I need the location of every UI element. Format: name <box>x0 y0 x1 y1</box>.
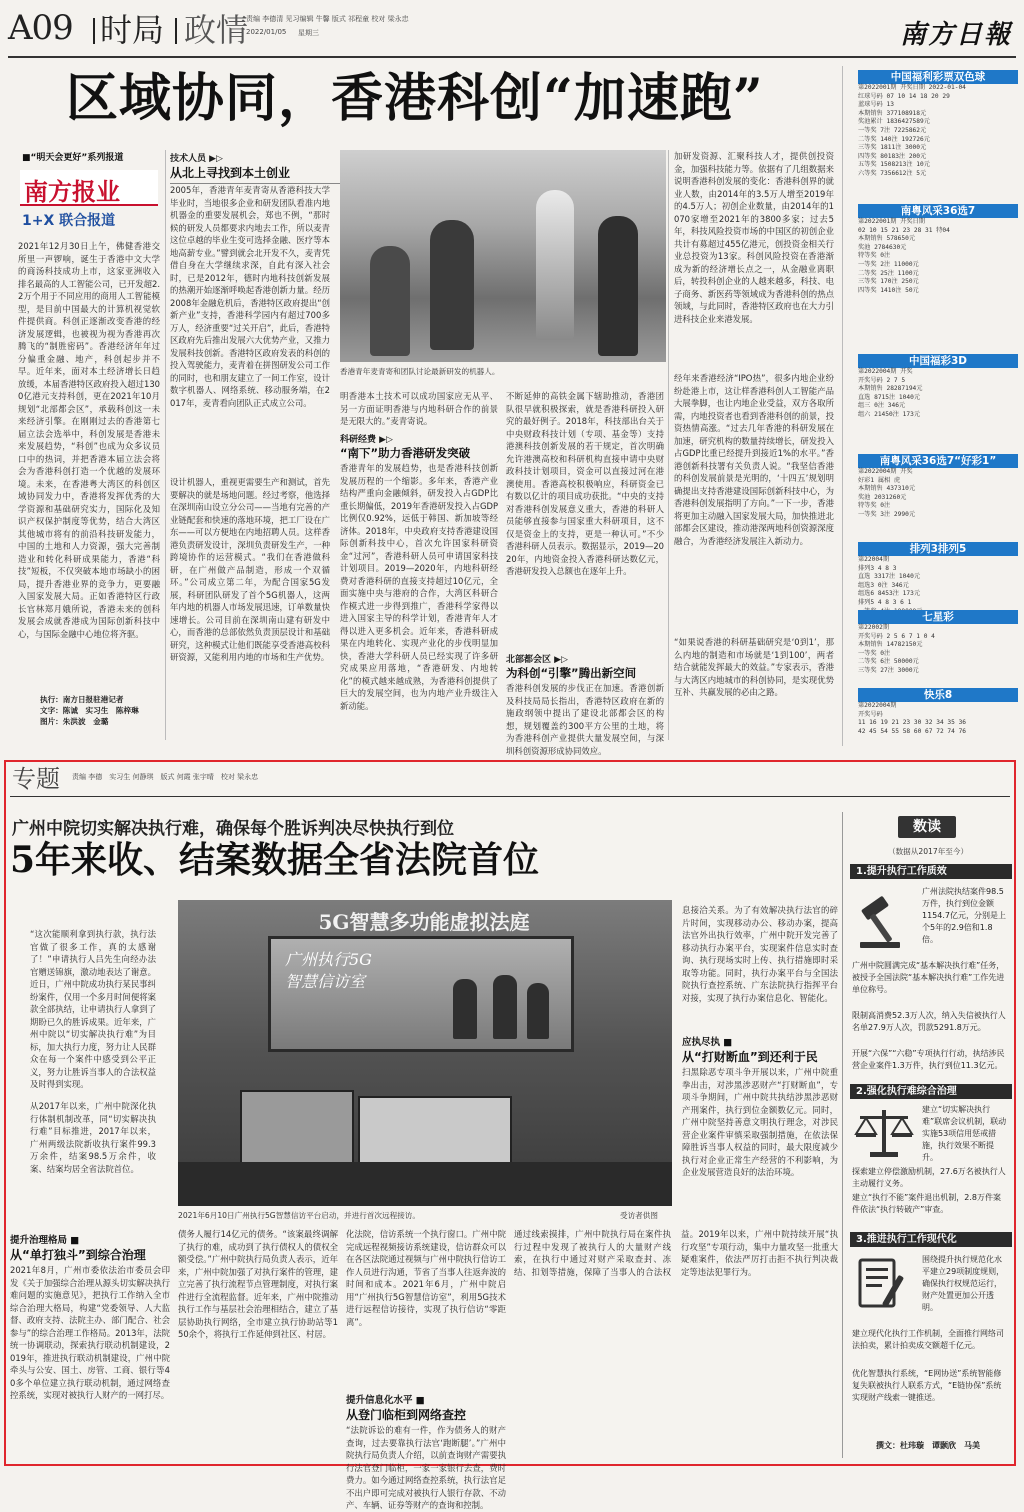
feature-staff: 责编 李德 实习生 何静琪 版式 何霞 张宇晴 校对 梁永忠 <box>72 773 259 781</box>
lottery-title: 南粤风采36选7 <box>858 204 1018 218</box>
column-rule <box>842 66 843 746</box>
lead-column: 2021年12月30日上午，佛健香港交所里一声锣响，诞生于香港中文大学的商汤科技成功上市，这家亚洲收入排名最高的人工智能公司，已开发超2.2万个用于不同应用的商用人工智能模型，是目前中国最大的计算机视觉软件提供商。科创正逐渐改变香港的经济发展逻辑，也被视为视为香港再次腾飞的“制胜密码”。香港经济年年过分偏重金融、地产，科创起步并不早。近年来，面对本土经济增长日趋放缓，本届香港特区政府投入超过1300亿港元支持科创，更在2021年10月规划“北部都会区”，承载科创这一未来经济引擎。在刚刚过去的香港第七届立法会选举中，科创发展是香港未来发展趋势，“科创”也成为众多议员口中的热词，并把香港本届立法会将会为香港科创打造一个优越的发展环境。未来，在香港粤大湾区的科创区域协同发力中，香港将发挥优秀的大学资源和基础研究实力，国际化及知识产权保护制度等优势，结合大湾区其他城市将有的前沿科技研发能力，中国的土地和人力资源，强大完善制造业和转化科研成果能力，香港“科技”短板，不仅突破本地市场缺小的困局，提升香港业界的竞争力，更要融入国家发展大局。正如香港特区行政长官林郑月娥所说，香港未来的创科发展会成就香港成为国际创新科技中心，与国际金融中心地位将齐驱。 <box>18 241 160 639</box>
person-figure <box>430 220 474 350</box>
data-box <box>846 812 1012 1460</box>
col4-title: 为科创“引擎”腾出新空间 <box>506 666 637 680</box>
top-headline: 区域协同，香港科创“加速跑” <box>66 68 764 129</box>
feature-lead-continued: 从2017年以来，广州中院深化执行体制机制改革，同“切实解决执行难”目标推进，2017年以来，广州两级法院新收执行案件99.3万余件，结案98.5万余件，收案、结案均居全省法院首位。 <box>30 1101 156 1174</box>
data-section-bar: 1.提升执行工作质效 <box>850 864 1012 879</box>
masthead <box>0 0 1024 60</box>
gavel-icon <box>852 888 916 952</box>
masthead-staff: 责编 李德清 见习编辑 牛馨 版式 祁程童 校对 梁永忠 <box>246 15 409 23</box>
masthead-divider <box>93 18 95 44</box>
section-name: 时局 <box>100 11 165 49</box>
feature-top-rule <box>10 796 1010 797</box>
subsection-name: 政情 <box>184 11 249 49</box>
lottery-block <box>858 454 1018 538</box>
person-figure <box>453 979 477 1039</box>
lottery-block <box>858 354 1018 452</box>
lottery-results: 第22004期 排列3 4 8 3 直选 3317注 1040元 组选3 0注 346元 组选6 8453注 173元 排列5 4 8 3 6 1 <box>858 556 921 606</box>
photo-caption: 香港青年麦青寄和团队讨论最新研发的机器人。 <box>340 367 500 376</box>
lottery-title: 中国福彩3D <box>858 354 1018 368</box>
sub1-kicker: 提升治理格局 ■ <box>10 1235 80 1246</box>
col2-body: 2005年，香港青年麦青寄从香港科技大学毕业时，当地很多企业和研发团队看准内地机器金的重要发展机会，郑也不例，“那时候的研发人员都要求内地去工作，所以麦青这位卓越的毕业生变可选择金融、医疗等本地高薪专业。”譬到就会北开发不久，麦青凭借自身在大学继续求深，自此有深入社会时，已是2012年，德时内地科技创新发展的热潮开始逐渐呼唤起香港创新力量。经历2008年金融危机后，香港特区政府提出“创新产业”支持，香港科学园内有超过700多万人，经济重要“过关开启”，此后，香港特区政府先后推出发展六大优势产业，又推力发展科技创新。香港特区政府发表的科创的投入驾驶能力，麦青着在拼图研发公司工作的同时，也和朋友建立了一间工作室，设计数字机器人、网络系统、移动服务端，在2017年，麦青看向团队正式成立公司。 <box>170 185 330 408</box>
sub1-body-continued: 债务人履行14亿元的债务。“该案最终调解了执行的难，成功到了执行债权人的债权全额受偿。”广州中院执行局负责人表示，近年来，广州中院加强了对执行案件的管理，建立完善了执行流程节点管理制度，对执行案件进行全流程监督。近年来，广州中院推动执行工作与基层社会治理相结合，建立了基层协助执行网络，全市建立执行协助站等150余个，将执行工作延伸到社区、村居。 <box>178 1229 338 1339</box>
paper-logo: 南方日報 <box>899 20 1012 50</box>
brand-sub: 1+X 联合报道 <box>22 213 116 229</box>
col5-body-continued: 经年来香港经济“IPO热”，很多内地企业纷纷赴港上市，这让样香港科创人工智能产品大展拳脚，也让内地企业受益，双方各取所需，内地投资者也看到香港科创的前景，投资热情高涨。“过去几年香港的科研发展在加速，研究机构的数量持续增长，研发投入占GDP比重已经提升到接近1%的水平。”香港创新科技署有关负责人说。“我坚信香港的科创发展前景是光明的，‘十四五’规划明确提出支持香港建设国际创新科技中心，为香港科创发展指明了方向。”一下一步，香港将更加主动融入国家发展大局，加快推进北部都会区建设，推动港深两地科创资源深度融合，为香港经济发展注入新动力。 <box>674 373 834 546</box>
data-item: 优化智慧执行系统，“E网协送”系统智能修复失联被执行人联系方式，“E链协保”系统实现财产线索一键推送。 <box>852 1369 1002 1402</box>
center-screen <box>358 1096 512 1170</box>
col5-body-end: “如果说香港的科研基础研究是‘0到1’，那么内地的制造和市场就是‘1到100’，两者结合就能发挥最大的效益。”专家表示，香港与大湾区内地城市的科创协同，是实现优势互补、共赢发展的必由之路。 <box>674 637 834 697</box>
feature-col3-body: 息接洽关系。为了有效解决执行法官的碎片时间，实现移动办公、移动办案，提高法官外出执行效率，广州中院开发完善了移动执行办案平台，实现案件信息实时查询、执行现场实时上传、执行措施即时采取等功能。同时，执行办案平台与全国法院执行查控系统、广东法院执行指挥平台对接，实现了执行办案信息化、智能化。 <box>682 905 838 1003</box>
sub1-title: 从“单打独斗”到综合治理 <box>10 1248 146 1262</box>
lottery-title: 中国福利彩票双色球 <box>858 70 1018 84</box>
lottery-title: 快乐8 <box>858 688 1018 702</box>
data-item: 建立现代化执行工作机制，全面推行网络司法拍卖，累计拍卖成交额超千亿元。 <box>852 1329 1004 1350</box>
brand-logo <box>20 170 158 206</box>
column-rule <box>165 150 166 740</box>
lottery-title: 七星彩 <box>858 610 1018 624</box>
feature-lead: “这次能顺利拿到执行款，执行法官做了很多工作，真的太感谢了！”申请执行人吕先生向经办法官赠送锦旗，激动地表达了谢意。近日，广州中院成功执行某民事纠纷案件，仅用一个多月时间便将案款全部执结，让申请执行人拿到了期盼已久的胜诉成果。近年来，广州中院以“切实解决执行难”为目标，加大执行力度，努力让人民群众在每一个案件中感受到公平正义，努力让胜诉当事人的合法权益及时得到实现。 <box>30 929 156 1089</box>
feature-col3-body-continued: 扫黑除恶专项斗争开展以来，广州中院重拳出击，对涉黑涉恶财产“打财断血”，专项斗争期间，广州中院共执结涉黑涉恶财产刑案件，执行到位金额数亿元。同时，广州中院坚持善意文明执行理念，对涉民营企业案件审慎采取强制措施，在依法保障胜诉当事人权益的同时，最大限度减少执行对企业正常生产经营的不利影响，为企业发展营造良好的法治环境。 <box>682 1067 838 1177</box>
sub2-title: 从登门临柜到网络查控 <box>346 1408 467 1422</box>
lottery-results: 第2022004期 开奖号码 11 16 19 21 23 30 32 34 35 36 42 45 54 55 58 60 67 72 74 76 <box>858 702 967 735</box>
page-number: A09 <box>8 8 73 48</box>
lottery-sidebar <box>858 70 1018 742</box>
lottery-block <box>858 688 1018 742</box>
robot-lab-photo <box>340 150 666 362</box>
top-byline: 执行：南方日报驻港记者 文字：陈诚 实习生 陈梓琳 图片：朱洪波 金璐 <box>40 695 139 726</box>
data-box-byline: 撰文：杜玮璇 谭颢欣 马美 <box>876 1441 980 1450</box>
lottery-block <box>858 610 1018 686</box>
data-section-bar: 3.推进执行工作现代化 <box>850 1232 1012 1247</box>
data-item: 开展“六保”“六稳”专项执行行动，执结涉民营企业案件1.3万件，执行到位11.3亿元。 <box>852 1049 1005 1070</box>
data-item: 建立“切实解决执行难”联席会议机制，联动实施53项信用惩戒措施，执行效果不断提升。 <box>922 1105 1007 1162</box>
lottery-title: 排列3排列5 <box>858 542 1018 556</box>
sub2-kicker: 提升信息化水平 ■ <box>346 1395 425 1406</box>
feature-photo-credit: 受访者供图 <box>620 1211 658 1220</box>
desk <box>178 1162 672 1206</box>
lottery-block <box>858 204 1018 352</box>
sub1-body: 2021年8月，广州市委依法治市委员会印发《关于加强综合治理从源头切实解决执行难问题的实施意见》，把执行工作纳入全市综合治理大格局，构建“党委领导、人大监督、政府支持、法院主办、部门配合、社会参与”的综合治理工作格局。2013年，法院统一协调联动，探索执行联动机制建设，2019年，推进执行联动机制建设，广州中院牵头与公安、国土、房管、工商、银行等40多个单位建立执行联动机制，通过网络查控系统，实现对被执行人财产的一网打尽。 <box>10 1265 170 1400</box>
col2-kicker: 技术人员 ▶▷ <box>170 154 223 164</box>
signing-icon <box>852 1254 916 1314</box>
lottery-results: 第2022001期 开奖日期 2022-01-04 红球号码 07 10 14 18 20 29 蓝球号码 13 本期销售 377108918元 奖池累计 1836427589元 一等奖 7注 7225862元 二等奖 140注 192726元 三等奖 1811注 3000元 四等奖 80183注 200元 五等奖 1508213注 10元 六等奖 7356612注 5元 <box>858 84 966 177</box>
lottery-block <box>858 70 1018 204</box>
data-item: 围绕提升执行规范化水平建立29项制度规则，确保执行权规范运行，财产处置更加公开透明。 <box>922 1255 1005 1312</box>
data-item: 广州中院圆满完成“基本解决执行难”任务，被授予全国法院“基本解决执行难”工作先进单位称号。 <box>852 961 1005 994</box>
data-section-bar: 2.强化执行难综合治理 <box>850 1084 1012 1099</box>
brand-name: 南方报业 <box>24 177 120 206</box>
person-figure <box>527 983 549 1039</box>
feature-col3-body-end: 通过线索摸排，广州中院执行局在案件执行过程中发现了被执行人的大量财产线索，在执行中通过对财产采取查封、冻结、扣划等措施，保障了当事人的合法权益。2019年以来，广州中院持续开展“执行攻坚”专项行动，集中力量攻坚一批重大疑难案件，依法严厉打击拒不执行判决裁定等违法犯罪行为。 <box>514 1229 838 1277</box>
column-rule <box>842 812 843 1458</box>
lottery-results: 第2022004期 开奖 好彩1 属相 虎 本期销售 437310元 奖池 2031260元 特等奖 0注 一等奖 3注 2990元 <box>858 468 916 518</box>
col5-body: 加研发资源、汇聚科技人才，提供创投资金，加强科技能力等。依据有了几组数据来说明香港科创发展的变化：香港科创界的就业人数，由2014年的3.5万人增至2019年的4.5万人；初创企业数量，由2014年的1070家增至2021年的3800多家；过去5年，科技风险投资市场的中国区的初创企业共计有募超过455亿港元，创投资金相关行业总投资为13家。科创风险投资在香港渐成为新的经济增长点之一，从金融业离职后，转投科创企业的人越来越多，科技、电子商务、新医药等领域成为香港科创的热点领域，与此同时，香港特区政府也在大力引进科技企业来港发展。 <box>674 151 834 324</box>
lottery-title: 南粤风采36选7“好彩1” <box>858 454 1018 468</box>
series-label: ■“明天会更好”系列报道 <box>22 153 124 163</box>
feature-col3-kicker: 应执尽执 ■ <box>682 1037 733 1048</box>
feature-col3-title: 从“打财断血”到还利于民 <box>682 1050 818 1064</box>
column-rule <box>668 150 669 740</box>
feature-photo-caption: 2021年6月10日广州执行5G智慧信访平台启动，并进行首次远程接访。 <box>178 1211 420 1220</box>
feature-section-label: 专题 <box>12 765 60 793</box>
data-item: 限制高消费52.3万人次，纳入失信被执行人名单27.9万人次，罚款5291.8万元。 <box>852 1011 1006 1032</box>
sub2-body: 化法院，信访系统一个执行窗口。广州中院完成远程视频接访系统建设，信访群众可以在各区法院通过视频与广州中院执行信访工作人员进行沟通，节省了当事人往返奔波的时间和成本。2021年6月，广州中院启用“广州执行5G智慧信访室”，利用5G技术进行远程信访接待，实现了执行信访“零距离”。 <box>346 1229 506 1327</box>
lottery-results: 第22002期 开奖号码 2 5 6 7 1 0 4 本期销售 14782150元 一等奖 0注 二等奖 6注 50000元 三等奖 27注 3000元 <box>858 624 935 674</box>
sub2-body-continued: “法院诉讼的难有一件，作为债务人的财产查询，过去要靠执行法官‘跑断腿’。”广州中院执行局负责人介绍，以前查询财产需要执行法官登门临柜，一家一家银行去查，费时费力。如今通过网络查控系统，执行法官足不出户即可完成对被执行人银行存款、不动产、车辆、证券等财产的查询和控制。 <box>346 1425 506 1510</box>
masthead-weekday: 星期三 <box>298 29 319 37</box>
screen-sign: 广州执行5G 智慧信访室 <box>285 950 372 991</box>
video-screen <box>268 936 574 1052</box>
lottery-results: 第2022004期 开奖 开奖号码 2 7 5 本期销售 28287194元 直选 8715注 1040元 组三 0注 346元 组六 21450注 173元 <box>858 368 923 418</box>
data-item: 建立“执行不能”案件退出机制，2.8万件案件依法“执行转破产”审查。 <box>852 1193 1002 1214</box>
col2-body-continued: 设计机器人，重视更需要生产和测试，首先要解决的就是场地问题。经过考察，他选择在深圳南山设立分公司——当地有完善的产业链配套和快速的落地环境，把工厂设在广东——可以方便地在内地招聘人员。这样香港负责研发设计，深圳负责研发生产，一种跨境协作的运营模式。“我们在香港做科研，在广州做产品制造，形成一个双循环。”公司成立第二年，为配合国家5G发展，科研团队研发了首个5G机器人，这两年内地的机器人市场发展迅速，订单数量快速增长。公司目前在深圳南山建有研发中心，而香港的总部依然负责顶层设计和基础研究，这种模式让他们既能享受香港高校科研资源，又能利用内地的市场和生产优势。 <box>170 477 330 662</box>
data-item: 探索建立停偿激励机制，27.6万名被执行人主动履行义务。 <box>852 1167 1006 1188</box>
feature-pre-headline: 广州中院切实解决执行难，确保每个胜诉判决尽快执行到位 <box>12 819 454 839</box>
person-figure <box>598 216 638 356</box>
col3-body: 香港青年的发展趋势，也是香港科技创新发展历程的一个缩影。多年来，香港产业结构严重向金融倾斜，研发投入占GDP比重长期偏低，2019年香港研发投入占GDP比例仅0.92%，远低于韩国、新加坡等经济体。2018年，中央政府支持香港建设国际创新科技中心，首次允许国家科研资金“过河”，香港科研人员可申请国家科技计划项目。2019—2020年，内地科研经费对香港科研的直接支持超过10亿元，全面实施中央与港府的合作，大湾区科研合作模式进一步得到推广，香港科学家得以进入国家主导的科学计划，香港青年人才得以进入更多机会。近年来，香港科研成果在内地转化、实现产业化的步伐明显加快，香港大学科研人员已经实现了许多研究成果应用落地，“香港研发、内地转化”的模式越来越成熟，为香港科创提供了巨大的发展空间，也为内地产业升级注入新动能。 <box>340 463 498 711</box>
robot-figure <box>536 190 574 340</box>
data-item: 广州法院执结案件98.5万件，执行到位金额1154.7亿元，分别是上个5年的2.9倍和1.8倍。 <box>922 887 1006 944</box>
scales-icon <box>852 1104 916 1160</box>
data-box-subtitle: （数据从2017年至今） <box>888 847 969 856</box>
masthead-rule <box>8 56 1016 58</box>
feature-headline: 5年来收、结案数据全省法院首位 <box>10 839 540 881</box>
col4-body: 不断延伸的高铁金属下辖助推动，香港团队很早就积极探索，就是香港科研投入研究的最好例子。2018年，科技部出台关于中央财政科技计划（专项、基金等）支持港澳科技创新发展的若干规定，首次明确允许港澳高校和科研机构直接申请中央财政科技计划项目，资金可以直接过河在港澳使用。香港高校积极响应，科研资金已有数以亿计的项目成功获批。“中央的支持对香港科创发展意义重大，香港的科研人员能够直接参与国家重大科研项目，这不仅是资金上的支持，更是一种认可。”不少香港科研人员表示。数据显示，2019—2020年，内地资金投入香港科研达数亿元，香港研发投入总额也在逐年上升。 <box>506 391 664 576</box>
virtual-court-photo <box>178 900 672 1206</box>
col3-intro: 明香港本土技术可以成功国家应无从平、另一方面证明香港与内地科研合作的前景是无限大的。”麦青寄说。 <box>340 391 498 426</box>
col4-kicker: 北部都会区 ▶▷ <box>506 655 568 665</box>
lottery-block <box>858 542 1018 618</box>
masthead-date: 2022/01/05 <box>246 28 287 36</box>
data-box-title: 数读 <box>898 816 956 838</box>
court-banner-title: 5G智慧多功能虚拟法庭 <box>318 910 530 934</box>
person-figure <box>493 975 517 1039</box>
side-screen <box>240 1090 354 1170</box>
col3-title: “南下”助力香港研发突破 <box>340 446 471 460</box>
person-figure <box>370 246 410 356</box>
masthead-divider <box>175 18 177 44</box>
col2-title: 从北上寻找到本土创业 <box>170 164 340 184</box>
col3-kicker: 科研经费 ▶▷ <box>340 435 393 445</box>
col4-body-continued: 香港科创发展的步伐正在加速。香港创新及科技局局长指出，香港特区政府在新的施政纲领中提出了建设北部都会区的构想，规划覆盖约300平方公里的土地，将为香港科创产业提供大量发展空间，与深圳科创资源形成协同效应。 <box>506 683 664 756</box>
lottery-results: 第2022001期 开奖日期 02 10 15 21 23 28 31 特04 本期销售 578650元 奖池 2784630元 特等奖 0注 一等奖 2注 11000元 二等奖 25注 1100元 三等奖 170注 250元 四等奖 1410注 50元 <box>858 218 950 294</box>
